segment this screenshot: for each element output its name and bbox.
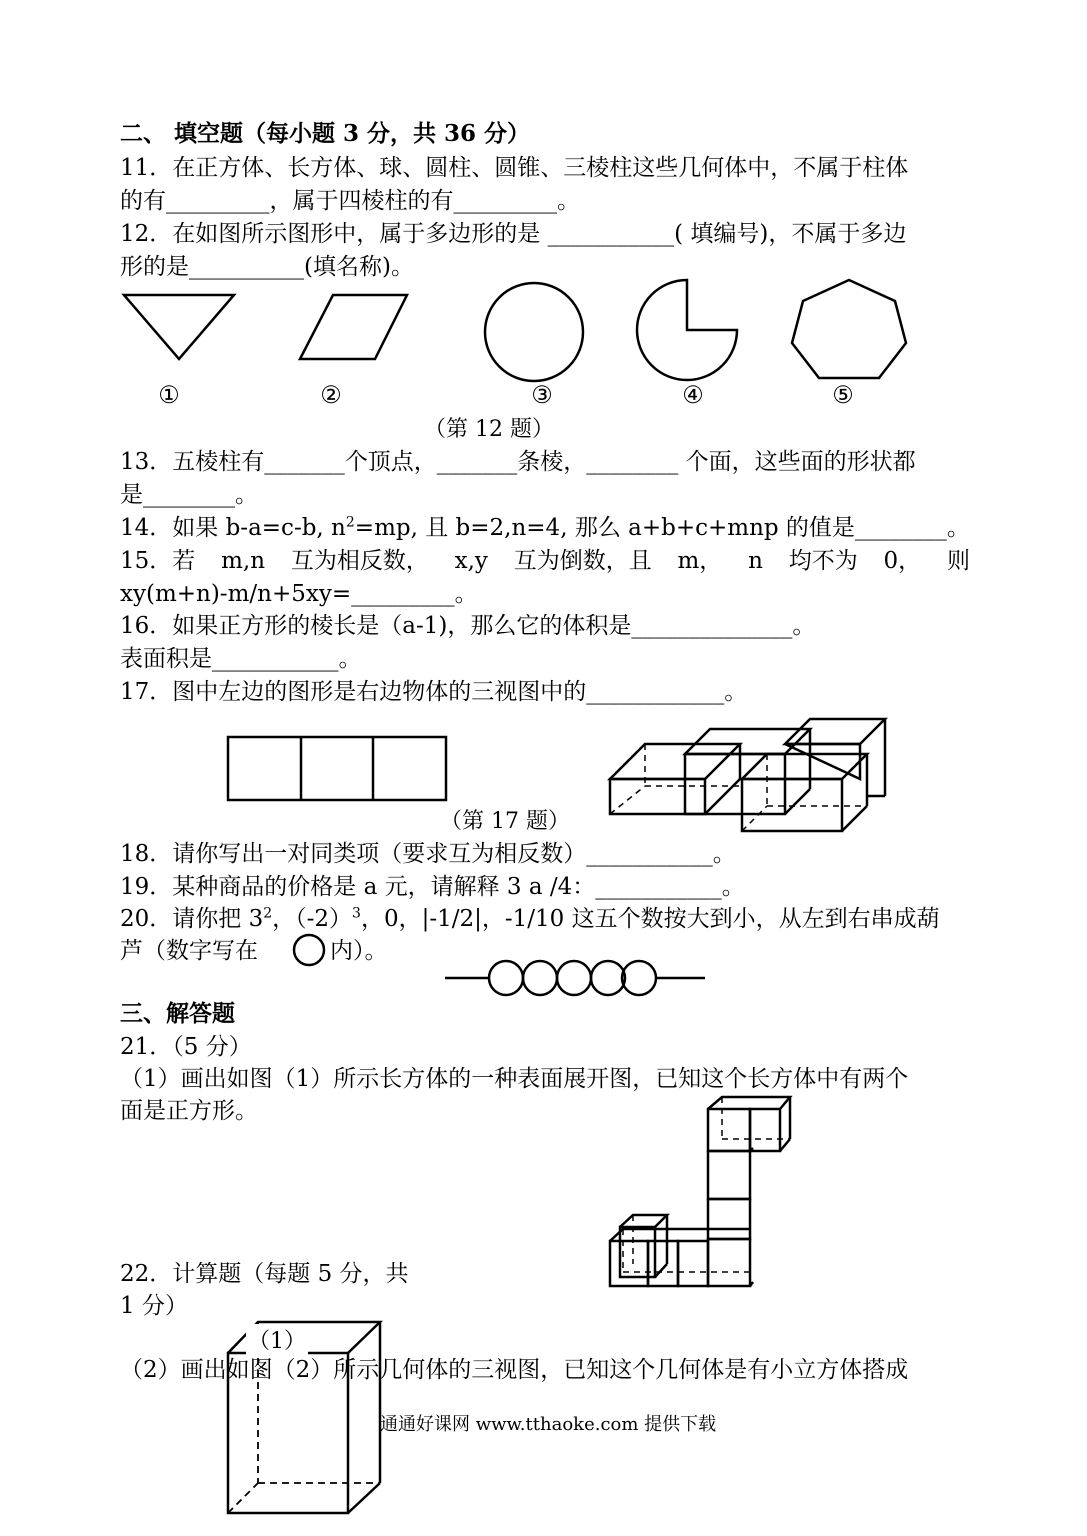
q20-inline-circle-icon xyxy=(291,932,329,970)
q20-pre: 20．请你把 3 xyxy=(120,906,264,932)
q15-token: 15．若 xyxy=(120,548,196,574)
q20-line1 xyxy=(120,903,940,935)
q18-line1: 18．请你写出一对同类项（要求互为相反数）___________。 xyxy=(120,841,736,867)
q14-pre: 14．如果 b-a=c-b, n xyxy=(120,515,346,541)
q22-line3: （2）画出如图（2）所示几何体的三视图，已知这个几何体是有小立方体搭成 xyxy=(120,1357,909,1383)
q21-line2: （1）画出如图（1）所示长方体的一种表面展开图，已知这个长方体中有两个 xyxy=(120,1066,909,1092)
q12-label-2: ② xyxy=(320,381,342,409)
q15-token: n xyxy=(748,548,763,574)
q12-label-1: ① xyxy=(158,381,180,409)
q12-line2: 形的是__________(填名称)。 xyxy=(120,254,414,280)
q12-line1: 12．在如图所示图形中，属于多边形的是 ___________( 填编号)，不属于多边 xyxy=(120,221,907,247)
q20-post: ，0，|-1/2|，-1/10 这五个数按大到小，从左到右串成葫 xyxy=(360,906,940,932)
q21-line1: 21．（5 分） xyxy=(120,1034,252,1060)
q15-token: 均不为 xyxy=(788,548,858,574)
q20-sup1: 2 xyxy=(263,905,273,922)
q12-shape-heptagon xyxy=(785,274,913,384)
q15-line2: xy(m+n)-m/n+5xy=_________。 xyxy=(120,581,478,607)
q15-token: 0， xyxy=(883,548,922,574)
q12-shape-parallelogram xyxy=(295,290,415,370)
q14-post: =mp, 且 b=2,n=4, 那么 a+b+c+mnp 的值是________。 xyxy=(354,515,970,541)
section-3-title: 三、解答题 xyxy=(120,1000,235,1027)
q15-line1 xyxy=(120,545,970,577)
q17-object-figure xyxy=(605,716,890,838)
q17-line1: 17．图中左边的图形是右边物体的三视图中的____________。 xyxy=(120,679,748,705)
q15-token: 互为倒数，且 xyxy=(513,548,652,574)
q12-label-3: ③ xyxy=(531,381,553,409)
q22-line1: 22．计算题（每题 5 分，共 xyxy=(120,1261,409,1287)
q21-cube-stack-figure xyxy=(605,1092,795,1292)
q17-caption: （第 17 题） xyxy=(440,809,570,834)
q20-line2b: 内）。 xyxy=(330,938,388,964)
q14-line xyxy=(120,512,970,544)
section-2-title: 二、 填空题（每小题 3 分，共 36 分） xyxy=(120,120,531,147)
q12-shape-triangle xyxy=(120,290,240,370)
q22-figure-label: （1） xyxy=(246,1324,308,1355)
q15-token: m， xyxy=(677,548,723,574)
q19-line1: 19．某种商品的价格是 a 元，请解释 3 a /4：___________。 xyxy=(120,874,745,900)
q15-token: m,n xyxy=(221,548,266,574)
q11-line1: 11．在正方体、长方体、球、圆柱、圆锥、三棱柱这些几何体中，不属于柱体 xyxy=(120,155,909,181)
q13-line1: 13．五棱柱有_______个顶点，_______条棱，________ 个面，这些面的形状都 xyxy=(120,449,916,475)
q15-token: 互为相反数， xyxy=(290,548,429,574)
q15-token: x,y xyxy=(454,548,488,574)
q13-line2: 是________。 xyxy=(120,482,258,508)
q22-line2: 1 分） xyxy=(120,1293,188,1319)
q11-line2: 的有_________，属于四棱柱的有_________。 xyxy=(120,188,580,214)
q20-line2 xyxy=(120,935,388,967)
q12-label-4: ④ xyxy=(682,381,704,409)
q17-three-view-figure xyxy=(226,735,450,803)
q20-line2a: 芦（数字写在 xyxy=(120,938,258,964)
q12-shape-sector xyxy=(632,274,744,386)
q12-label-5: ⑤ xyxy=(832,381,854,409)
q20-gourd-chain-figure xyxy=(440,958,710,1000)
footer-credit: 通通好课网 www.tthaoke.com 提供下载 xyxy=(380,1414,717,1435)
q14-sup: 2 xyxy=(345,514,355,531)
q21-line3: 面是正方形。 xyxy=(120,1098,258,1124)
q16-line2: 表面积是___________。 xyxy=(120,646,362,672)
q12-shape-circle xyxy=(480,278,590,388)
q16-line1: 16．如果正方形的棱长是（a-1)，那么它的体积是______________。 xyxy=(120,613,816,639)
q20-sup2: 3 xyxy=(352,905,361,922)
q12-caption: （第 12 题） xyxy=(424,417,554,442)
q20-mid1: ，（-2） xyxy=(272,906,353,932)
q15-token: 则 xyxy=(946,548,970,574)
